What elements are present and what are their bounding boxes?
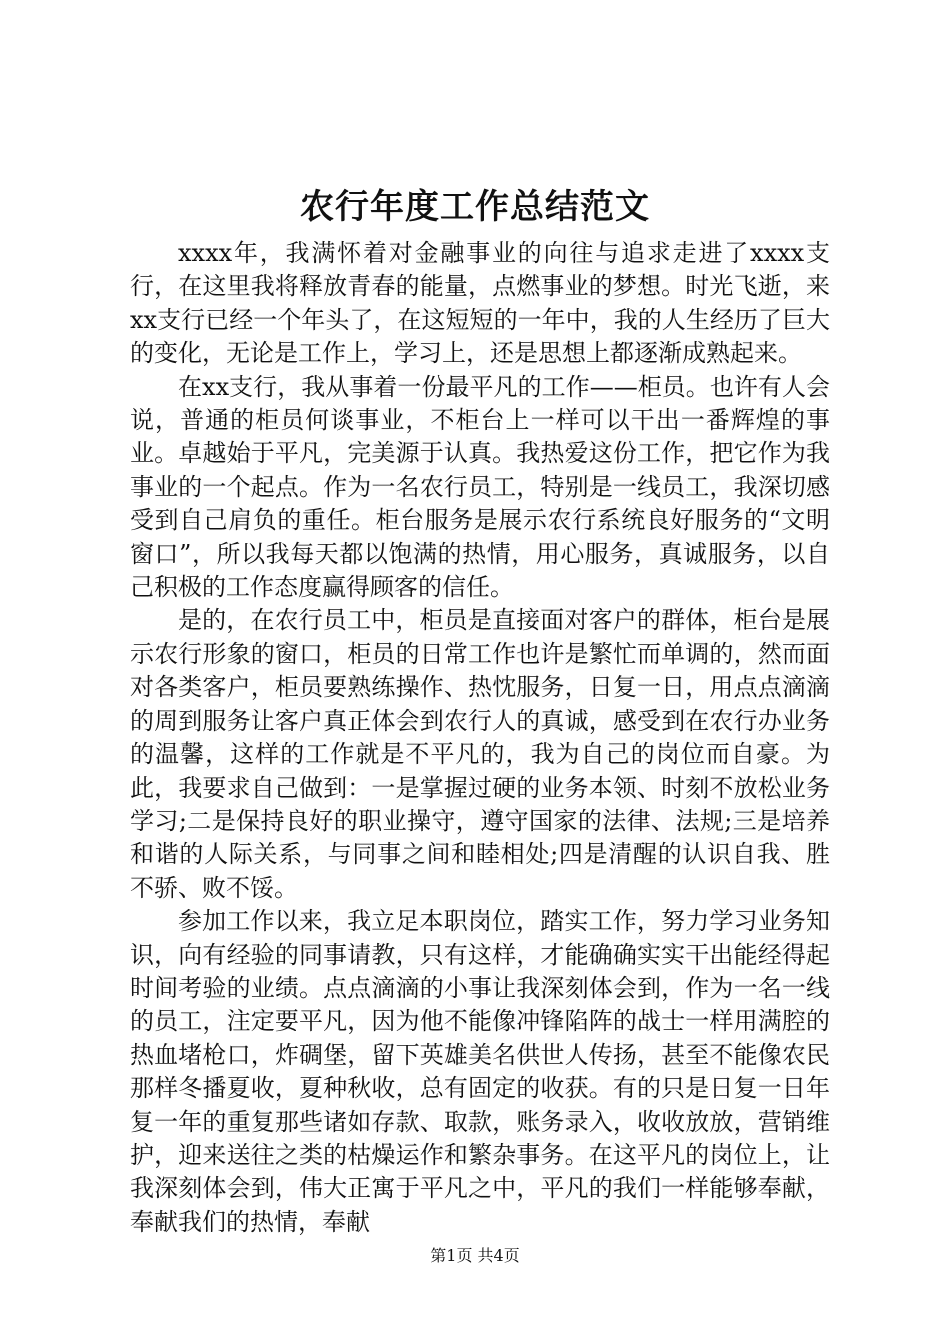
paragraph-2: 在xx支行，我从事着一份最平凡的工作——柜员。也许有人会说，普通的柜员何谈事业，不柜台上一样可以干出一番辉煌的事业。卓越始于平凡，完美源于认真。我热爱这份工作，把它作为我事业的一个起点。作为一名农行员工，特别是一线员工，我深切感受到自己肩负的重任。柜台服务是展示农行系统良好服务的“文明窗口”，所以我每天都以饱满的热情，用心服务，真诚服务，以自己积极的工作态度赢得顾客的信任。 [130,372,830,602]
paragraph-4: 参加工作以来，我立足本职岗位，踏实工作，努力学习业务知识，向有经验的同事请教，只有这样，才能确确实实干出能经得起时间考验的业绩。点点滴滴的小事让我深刻体会到，作为一名一线的员工，注定要平凡，因为他不能像冲锋陷阵的战士一样用满腔的热血堵枪口，炸碉堡，留下英雄美名供世人传扬，甚至不能像农民那样冬播夏收，夏种秋收，总有固定的收获。有的只是日复一日年复一年的重复那些诸如存款、取款，账务录入，收收放放，营销维护，迎来送往之类的枯燥运作和繁杂事务。在这平凡的岗位上，让我深刻体会到，伟大正寓于平凡之中，平凡的我们一样能够奉献，奉献我们的热情，奉献 [130,907,830,1236]
page-number-footer: 第1页 共4页 [430,1246,520,1265]
document-title: 农行年度工作总结范文 [300,187,650,227]
paragraph-3: 是的，在农行员工中，柜员是直接面对客户的群体，柜台是展示农行形象的窗口，柜员的日常工作也许是繁忙而单调的，然而面对各类客户，柜员要熟练操作、热忱服务，日复一日，用点点滴滴的周到服务让客户真正体会到农行人的真诚，感受到在农行办业务的温馨，这样的工作就是不平凡的，我为自己的岗位而自豪。为此，我要求自己做到：一是掌握过硬的业务本领、时刻不放松业务学习;二是保持良好的职业操守，遵守国家的法律、法规;三是培养和谐的人际关系，与同事之间和睦相处;四是清醒的认识自我、胜不骄、败不馁。 [130,606,830,902]
paragraph-1: xxxx年，我满怀着对金融事业的向往与追求走进了xxxx支行，在这里我将释放青春的能量，点燃事业的梦想。时光飞逝，来xx支行已经一个年头了，在这短短的一年中，我的人生经历了巨大的变化，无论是工作上，学习上，还是思想上都逐渐成熟起来。 [130,239,830,368]
document-body [130,237,830,1239]
